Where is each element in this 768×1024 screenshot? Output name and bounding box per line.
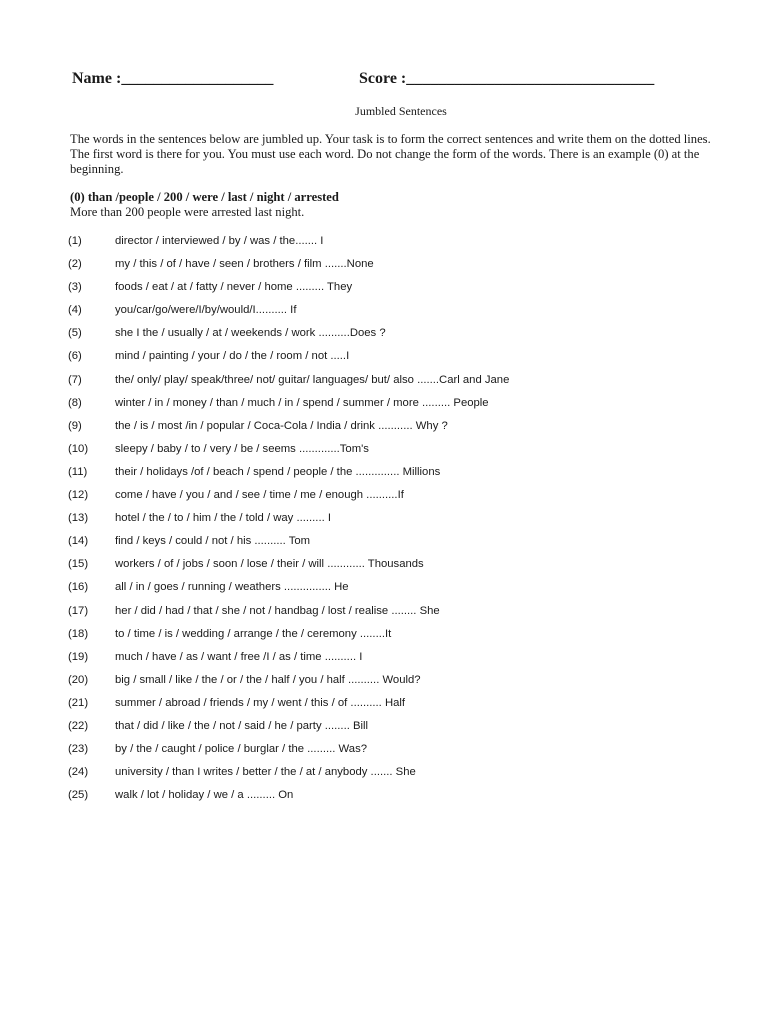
exercise-item-number: (11) [68,465,88,478]
exercise-item-number: (21) [68,696,89,709]
exercise-item-number: (3) [68,281,82,294]
exercise-item-text: director / interviewed / by / was / the....... I [115,235,324,247]
exercise-item-number: (24) [68,766,89,779]
exercise-item-text: you/car/go/were/I/by/would/I.......... If [115,304,297,317]
exercise-item-text: to / time / is / wedding / arrange / the / ceremony ........It [115,627,392,640]
exercise-item-number: (17) [68,604,89,617]
exercise-item [68,555,708,578]
exercise-item [68,232,708,255]
exercise-item-number: (25) [68,789,89,802]
exercise-item [68,440,708,463]
exercise-item-number: (2) [68,258,82,271]
exercise-item [68,417,708,440]
exercise-item [68,532,708,555]
exercise-item-number: (7) [68,373,82,386]
exercise-item-text: winter / in / money / than / much / in / spend / summer / more ......... People [115,396,489,409]
exercise-item-text: the / is / most /in / popular / Coca-Cola / India / drink ........... Why ? [115,419,448,432]
exercise-item-text: much / have / as / want / free /I / as / time .......... I [115,650,363,663]
exercise-item [68,509,708,532]
exercise-item [68,371,708,394]
exercise-list [68,232,708,809]
exercise-item-text: university / than I writes / better / the / at / anybody ....... She [115,766,416,779]
exercise-item-number: (18) [68,627,89,640]
exercise-item-number: (6) [68,350,82,363]
exercise-item [68,671,708,694]
exercise-item [68,763,708,786]
example-answer: More than 200 people were arrested last night. [70,205,305,219]
exercise-item [68,786,708,809]
exercise-item [68,301,708,324]
exercise-item [68,278,708,301]
exercise-item-number: (16) [68,581,89,594]
instructions-paragraph: The words in the sentences below are jumbled up. Your task is to form the correct sentences and write them on the dotted lines. The first word is there for you. You must use each word. Do not change the form of the words. There is an example (0) at the beginning. [70,132,711,176]
exercise-item-number: (5) [68,327,82,340]
exercise-item [68,602,708,625]
exercise-item-number: (20) [68,673,89,686]
exercise-item [68,717,708,740]
exercise-item-text: workers / of / jobs / soon / lose / their / will ............ Thousands [115,558,424,571]
exercise-item [68,394,708,417]
exercise-item [68,578,708,601]
exercise-item-number: (1) [68,235,82,247]
score-field[interactable]: Score :_______________________________ [359,70,655,87]
exercise-item-text: the/ only/ play/ speak/three/ not/ guitar/ languages/ but/ also .......Carl and Jane [115,373,510,386]
exercise-item-text: hotel / the / to / him / the / told / way ......... I [115,512,331,525]
exercise-item-text: my / this / of / have / seen / brothers / film .......None [115,258,374,271]
exercise-item-number: (19) [68,650,89,663]
exercise-item-number: (13) [68,512,89,525]
exercise-item-text: all / in / goes / running / weathers ............... He [115,581,349,594]
exercise-item-text: summer / abroad / friends / my / went / this / of .......... Half [115,696,406,709]
exercise-item [68,694,708,717]
header-row [72,70,712,92]
exercise-item-number: (12) [68,489,89,502]
exercise-item [68,255,708,278]
exercise-item [68,463,708,486]
exercise-item-text: her / did / had / that / she / not / handbag / lost / realise ........ She [115,604,440,617]
exercise-item-text: walk / lot / holiday / we / a ......... On [115,789,294,802]
exercise-item [68,740,708,763]
exercise-item-number: (9) [68,419,82,432]
exercise-item-text: foods / eat / at / fatty / never / home ......... They [115,281,353,294]
exercise-item-text: by / the / caught / police / burglar / the ......... Was? [115,743,368,756]
exercise-item-number: (4) [68,304,82,317]
exercise-item-text: mind / painting / your / do / the / room / not .....I [115,350,350,363]
exercise-item-text: big / small / like / the / or / the / half / you / half .......... Would? [115,673,421,686]
exercise-item-number: (22) [68,719,89,732]
exercise-item [68,347,708,370]
exercise-item-text: find / keys / could / not / his .......... Tom [115,535,311,548]
exercise-item-number: (10) [68,442,89,455]
exercise-item [68,324,708,347]
exercise-item-text: their / holidays /of / beach / spend / people / the .............. Millions [115,465,441,478]
exercise-item-number: (23) [68,743,89,756]
name-field[interactable]: Name :___________________ [72,70,274,87]
exercise-item-text: she I the / usually / at / weekends / work ..........Does ? [115,327,386,340]
exercise-item-text: come / have / you / and / see / time / me / enough ..........If [115,489,404,502]
example-block [70,190,730,220]
exercise-item [68,486,708,509]
exercise-item [68,625,708,648]
exercise-item-number: (14) [68,535,89,548]
exercise-item-number: (8) [68,396,82,409]
exercise-item [68,648,708,671]
exercise-item-number: (15) [68,558,89,571]
exercise-item-text: that / did / like / the / not / said / he / party ........ Bill [115,719,369,732]
page-title: Jumbled Sentences [355,104,447,118]
example-question: (0) than /people / 200 / were / last / night / arrested [70,190,339,204]
exercise-item-text: sleepy / baby / to / very / be / seems .............Tom's [115,442,369,455]
